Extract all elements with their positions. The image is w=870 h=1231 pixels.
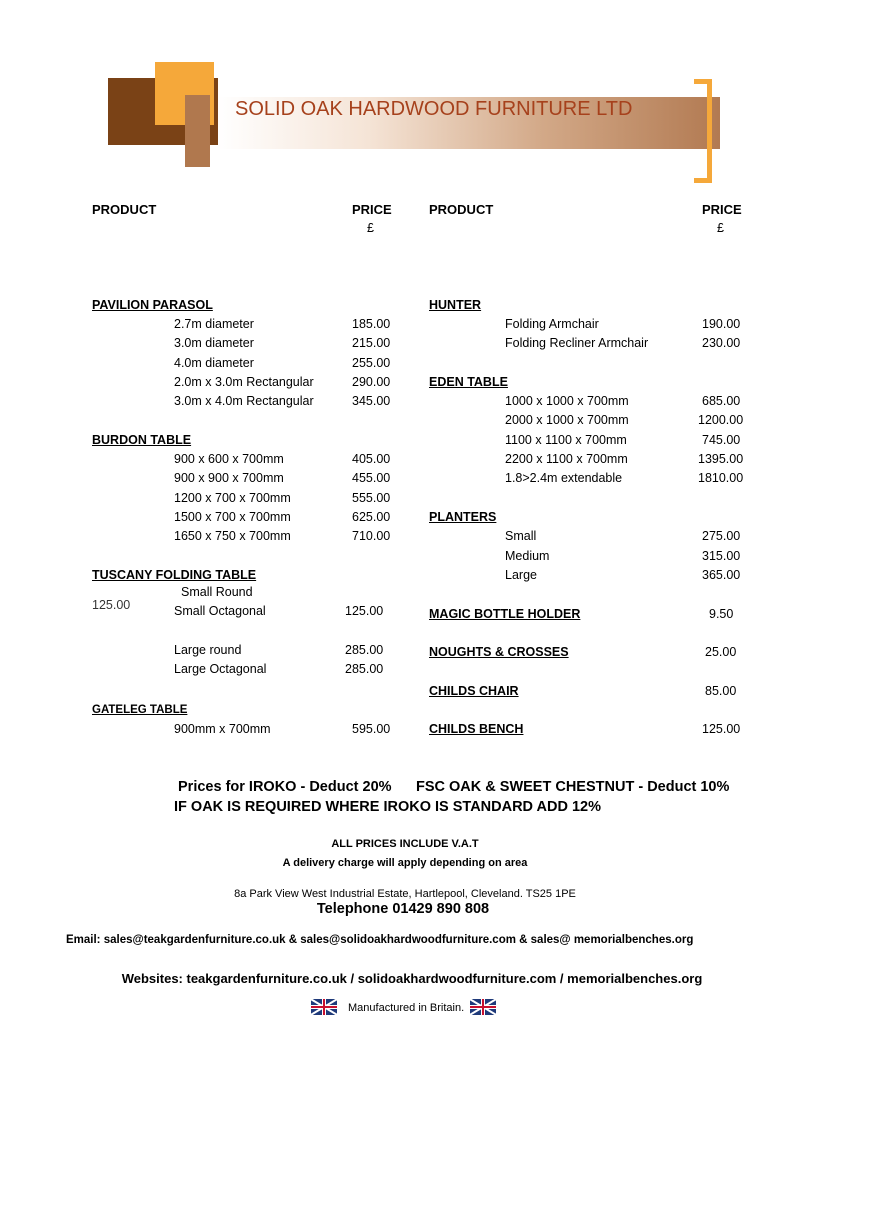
item-price: 365.00: [702, 568, 741, 582]
address: 8a Park View West Industrial Estate, Hartlepool, Cleveland. TS25 1PE: [234, 888, 576, 900]
list-item: 1500 x 700 x 700mm: [174, 510, 291, 524]
list-item: 2.0m x 3.0m Rectangular: [174, 375, 314, 389]
list-item: Small: [505, 529, 537, 543]
item-price: 9.50: [709, 607, 734, 621]
list-item: 1.8>2.4m extendable: [505, 471, 623, 485]
delivery-note: A delivery charge will apply depending on area: [282, 857, 528, 869]
logo-block-tan: [185, 95, 210, 167]
list-item: 1100 x 1100 x 700mm: [505, 433, 627, 447]
item-price: 185.00: [352, 317, 391, 331]
section-gateleg-table: GATELEG TABLE: [92, 704, 188, 716]
item-price: 285.00: [345, 643, 384, 657]
list-item: 2.7m diameter: [174, 317, 254, 331]
telephone: Telephone 01429 890 808: [316, 901, 490, 917]
list-item: 900 x 600 x 700mm: [174, 452, 284, 466]
list-item: 2000 x 1000 x 700mm: [505, 413, 629, 427]
note-iroko: Prices for IROKO - Deduct 20%: [178, 779, 392, 795]
list-item: Large Octagonal: [174, 662, 267, 676]
manufactured-note: Manufactured in Britain.: [348, 1002, 465, 1014]
list-item: Small Octagonal: [174, 604, 266, 618]
list-item: 900mm x 700mm: [174, 722, 271, 736]
list-item: 4.0m diameter: [174, 356, 254, 370]
section-magic-bottle-holder: MAGIC BOTTLE HOLDER: [429, 607, 581, 621]
item-price: 125.00: [702, 722, 741, 736]
list-item: 3.0m diameter: [174, 336, 254, 350]
section-noughts-crosses: NOUGHTS & CROSSES: [429, 645, 569, 659]
item-price: 315.00: [702, 549, 741, 563]
item-price: 595.00: [352, 722, 391, 736]
item-price: 275.00: [702, 529, 741, 543]
item-price: 85.00: [705, 684, 737, 698]
item-price: 125.00: [345, 604, 384, 618]
item-price: 455.00: [352, 471, 391, 485]
item-price: 230.00: [702, 336, 741, 350]
list-item: Large round: [174, 643, 242, 657]
left-currency-symbol: £: [367, 221, 374, 235]
left-product-heading: PRODUCT: [92, 202, 157, 217]
item-price: 255.00: [352, 356, 391, 370]
section-burdon-table: BURDON TABLE: [92, 433, 192, 447]
section-hunter: HUNTER: [429, 298, 482, 312]
item-price: 345.00: [352, 394, 391, 408]
note-fsc-oak: FSC OAK & SWEET CHESTNUT - Deduct 10%: [416, 779, 730, 795]
item-price: 405.00: [352, 452, 391, 466]
section-pavilion-parasol: PAVILION PARASOL: [92, 298, 213, 312]
item-price: 190.00: [702, 317, 741, 331]
company-title: SOLID OAK HARDWOOD FURNITURE LTD: [235, 98, 633, 120]
left-price-heading: PRICE: [352, 202, 392, 217]
item-price: 745.00: [702, 433, 741, 447]
section-childs-bench: CHILDS BENCH: [429, 722, 524, 736]
list-item: 900 x 900 x 700mm: [174, 471, 284, 485]
list-item: 1200 x 700 x 700mm: [174, 491, 291, 505]
list-item: Medium: [505, 549, 550, 563]
list-item: Small Round: [181, 585, 253, 599]
item-price: 685.00: [702, 394, 741, 408]
list-item: 2200 x 1100 x 700mm: [505, 452, 628, 466]
section-eden-table: EDEN TABLE: [429, 375, 508, 389]
item-price: 290.00: [352, 375, 391, 389]
item-price: 215.00: [352, 336, 391, 350]
websites-line[interactable]: Websites: teakgardenfurniture.co.uk / solidoakhardwoodfurniture.com / memorialbenches.org: [121, 971, 703, 986]
right-price-heading: PRICE: [702, 202, 742, 217]
item-price: 710.00: [352, 529, 391, 543]
list-item: 3.0m x 4.0m Rectangular: [174, 394, 314, 408]
item-price: 25.00: [705, 645, 737, 659]
uk-flag-icon: [311, 999, 337, 1015]
list-item: Folding Armchair: [505, 317, 599, 331]
item-price: 1810.00: [698, 471, 744, 485]
list-item: Folding Recliner Armchair: [505, 336, 649, 350]
item-price: 1200.00: [698, 413, 744, 427]
vat-note: ALL PRICES INCLUDE V.A.T: [331, 838, 479, 850]
note-oak-surcharge: IF OAK IS REQUIRED WHERE IROKO IS STANDARD ADD 12%: [174, 799, 601, 815]
item-price: 1395.00: [698, 452, 744, 466]
section-childs-chair: CHILDS CHAIR: [429, 684, 519, 698]
list-item: 1000 x 1000 x 700mm: [505, 394, 629, 408]
item-price: 625.00: [352, 510, 391, 524]
item-price: 555.00: [352, 491, 391, 505]
item-price: 285.00: [345, 662, 384, 676]
list-item: 1650 x 750 x 700mm: [174, 529, 291, 543]
email-line[interactable]: Email: sales@teakgardenfurniture.co.uk & sales@solidoakhardwoodfurniture.com & sales@ memorialbenches.org: [66, 934, 694, 946]
right-product-heading: PRODUCT: [429, 202, 494, 217]
item-price-clipped: 125.00: [92, 598, 131, 612]
section-planters: PLANTERS: [429, 510, 497, 524]
section-tuscany-folding-table: TUSCANY FOLDING TABLE: [92, 568, 257, 582]
header-bracket: [694, 79, 712, 183]
list-item: Large: [505, 568, 537, 582]
uk-flag-icon: [470, 999, 496, 1015]
right-currency-symbol: £: [717, 221, 724, 235]
